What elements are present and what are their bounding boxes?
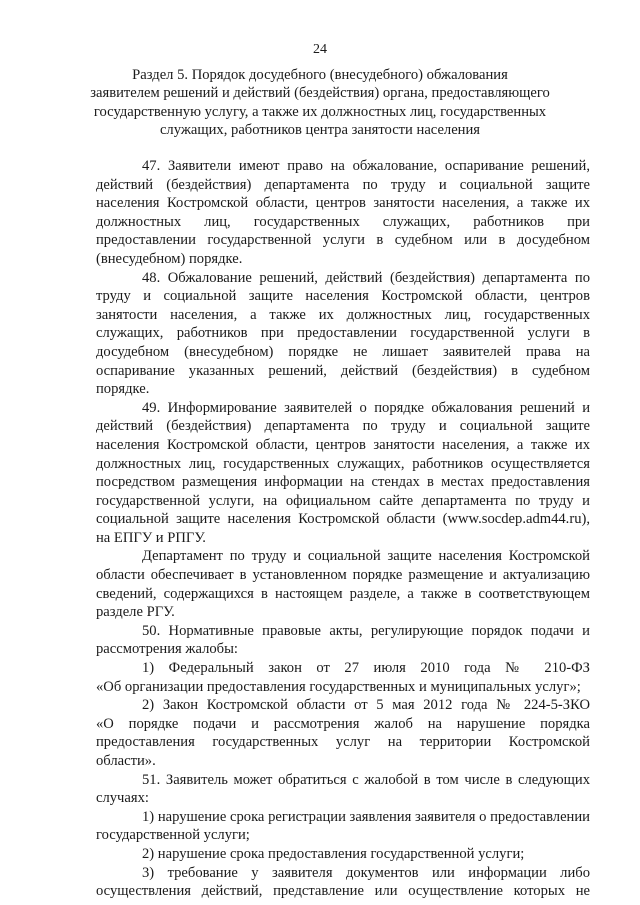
text-line: занятости населения, а также их должностных лиц, государственных [96, 306, 590, 323]
paragraph-51-1 [96, 808, 590, 845]
text-line: порядке. [96, 381, 150, 398]
text-line: (внесудебном) порядке. [96, 250, 243, 267]
paragraph-50-1 [96, 659, 590, 696]
paragraph-51-2 [96, 845, 590, 864]
text-line: должностных лиц, государственных служащих, работников осуществляется [96, 455, 590, 472]
heading-line: Раздел 5. Порядок досудебного (внесудебного) обжалования [132, 67, 508, 83]
heading-line: служащих, работников центра занятости населения [159, 122, 481, 139]
text-line: рассмотрения жалобы: [96, 641, 238, 658]
text-line: 47. Заявители имеют право на обжалование, оспаривание решений, [142, 158, 590, 174]
section-heading [80, 66, 560, 140]
paragraph-51-3 [96, 864, 590, 901]
document-body [96, 157, 590, 901]
text-line: «Об организации предоставления государственных и муниципальных услуг»; [96, 678, 581, 695]
text-line: предоставлении государственной услуги в судебном или в досудебном [96, 232, 590, 249]
text-line: разделе РГУ. [96, 604, 175, 621]
text-line: 51. Заявитель может обратиться с жалобой в том числе в следующих [142, 771, 590, 788]
text-line: сведений, содержащихся в настоящем разделе, а также в соответствующем [96, 585, 590, 602]
paragraph-department [96, 547, 590, 621]
text-line: служащих, работников при предоставлении государственной услуги в [96, 325, 590, 342]
text-line: 1) нарушение срока регистрации заявления заявителя о предоставлении [142, 808, 590, 825]
text-line: посредством размещения информации на стендах в местах предоставления [96, 474, 590, 491]
text-line: 50. Нормативные правовые акты, регулирующие порядок подачи и [142, 622, 590, 639]
page-number: 24 [313, 42, 327, 57]
paragraph-47 [96, 157, 590, 269]
text-line: действий (бездействия) департамента по труду и социальной защите [96, 176, 590, 193]
text-line: 3) требование у заявителя документов или информации либо [142, 864, 590, 881]
heading-line: заявителем решений и действий (бездействия) органа, предоставляющего [90, 85, 550, 102]
text-line: осуществления действий, представление или осуществление которых не [96, 883, 590, 900]
paragraph-50-2 [96, 696, 590, 770]
text-line: государственной услуги; [96, 827, 250, 844]
text-line: досудебном (внесудебном) порядке не лишает заявителей права на [96, 343, 590, 360]
text-line: населения Костромской области, центров занятости населения, а также их [96, 436, 590, 453]
text-line: области обеспечивает в установленном порядке размещение и актуализацию [96, 567, 590, 584]
text-line: должностных лиц, государственных служащих, работников при [96, 213, 590, 230]
text-line: социальной защите населения Костромской области (www.socdep.adm44.ru), [96, 511, 590, 528]
text-line: 2) Закон Костромской области от 5 мая 2012 года № 224-5-ЗКО [142, 697, 590, 714]
text-line: случаях: [96, 790, 149, 807]
text-line: действий (бездействия) департамента по труду и социальной защите [96, 418, 590, 435]
text-line: труду и социальной защите населения Костромской области, центров [96, 288, 590, 305]
paragraph-48 [96, 269, 590, 399]
text-line: 49. Информирование заявителей о порядке обжалования решений и [142, 399, 590, 416]
text-line: населения Костромской области, центров занятости населения, а также их [96, 195, 590, 212]
text-line: 48. Обжалование решений, действий (бездействия) департамента по [142, 269, 590, 286]
text-line: 1) Федеральный закон от 27 июля 2010 года № 210-ФЗ [142, 660, 590, 677]
text-line: оспаривание указанных решений, действий (бездействия) в судебном [96, 362, 590, 379]
paragraph-50 [96, 622, 590, 659]
text-line: области». [96, 753, 156, 769]
text-line: Департамент по труду и социальной защите населения Костромской [142, 548, 590, 565]
paragraph-49 [96, 399, 590, 548]
heading-line: государственную услугу, а также их должностных лиц, государственных [93, 103, 547, 120]
text-line: на ЕПГУ и РПГУ. [96, 529, 206, 546]
text-line: государственной услуги, на официальном сайте департамента по труду и [96, 492, 590, 509]
text-line: 2) нарушение срока предоставления государственной услуги; [142, 845, 525, 862]
text-line: предоставления государственных услуг на территории Костромской [96, 734, 590, 751]
paragraph-51 [96, 771, 590, 808]
text-line: «О порядке подачи и рассмотрения жалоб на нарушение порядка [96, 715, 590, 732]
